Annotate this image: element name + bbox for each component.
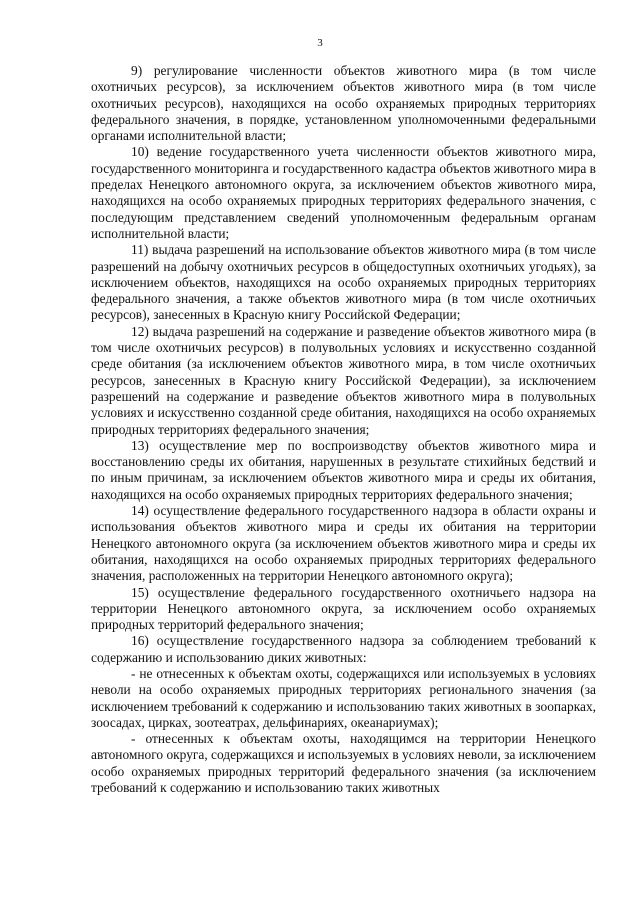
paragraph-item-13: 13) осуществление мер по воспроизводству объектов животного мира и восстановлению среды их обитания, нарушенных в результате стихийных бедствий и по иным причинам, за исключением объектов животного мира и среды их обитания, находящихся на особо охраняемых природных территориях федерального значения;	[91, 437, 596, 502]
dash-list-item-1: - не отнесенных к объектам охоты, содержащихся или используемых в условиях неволи на особо охраняемых природных территориях регионального значения (за исключением требований к содержанию и использованию таких животных в зоопарках, зоосадах, цирках, зоотеатрах, дельфинариях, океанариумах);	[91, 665, 596, 730]
paragraph-item-10: 10) ведение государственного учета численности объектов животного мира, государственного мониторинга и государственного кадастра объектов животного мира в пределах Ненецкого автономного округа, за исключением объектов животного мира, находящихся на особо охраняемых природных территориях федерального значения, с последующим представлением сведений уполномоченным федеральным органам исполнительной власти;	[91, 144, 596, 241]
paragraph-item-14: 14) осуществление федерального государственного надзора в области охраны и использования объектов животного мира и среды их обитания на территории Ненецкого автономного округа (за исключением объектов животного мира и среды их обитания, находящихся на особо охраняемых природных территориях федерального значения, расположенных на территории Ненецкого автономного округа);	[91, 503, 596, 584]
paragraph-item-12: 12) выдача разрешений на содержание и разведение объектов животного мира (в том числе охотничьих ресурсов) в полувольных условиях и искусственно созданной среде обитания (за исключением объектов животного мира, в том числе охотничьих ресурсов, занесенных в Красную книгу Российской Федерации), за исключением разрешений на содержание и разведение объектов животного мира в полувольных условиях и искусственно созданной среде обитания, находящихся на особо охраняемых природных территориях федерального значения;	[91, 323, 596, 437]
paragraph-item-15: 15) осуществление федерального государственного охотничьего надзора на территории Ненецкого автономного округа, за исключением особо охраняемых природных территорий федерального значения;	[91, 584, 596, 633]
page-number: 3	[317, 37, 323, 49]
paragraph-item-16: 16) осуществление государственного надзора за соблюдением требований к содержанию и использованию диких животных:	[91, 633, 596, 665]
dash-list-item-2: - отнесенных к объектам охоты, находящимся на территории Ненецкого автономного округа, содержащихся и используемых в условиях неволи, за исключением особо охраняемых природных территорий федерального значения (за исключением требований к содержанию и использованию таких животных	[91, 731, 596, 796]
document-body	[91, 63, 596, 796]
paragraph-item-11: 11) выдача разрешений на использование объектов животного мира (в том числе разрешений на добычу охотничьих ресурсов в общедоступных охотничьих угодьях), за исключением объектов, находящихся на особо охраняемых природных территориях федерального значения, а также объектов животного мира (в том числе охотничьих ресурсов), занесенных в Красную книгу Российской Федерации;	[91, 242, 596, 323]
paragraph-item-9: 9) регулирование численности объектов животного мира (в том числе охотничьих ресурсов), за исключением объектов животного мира (в том числе охотничьих ресурсов), находящихся на особо охраняемых природных территориях федерального значения, в порядке, установленном уполномоченными федеральными органами исполнительной власти;	[91, 63, 596, 144]
